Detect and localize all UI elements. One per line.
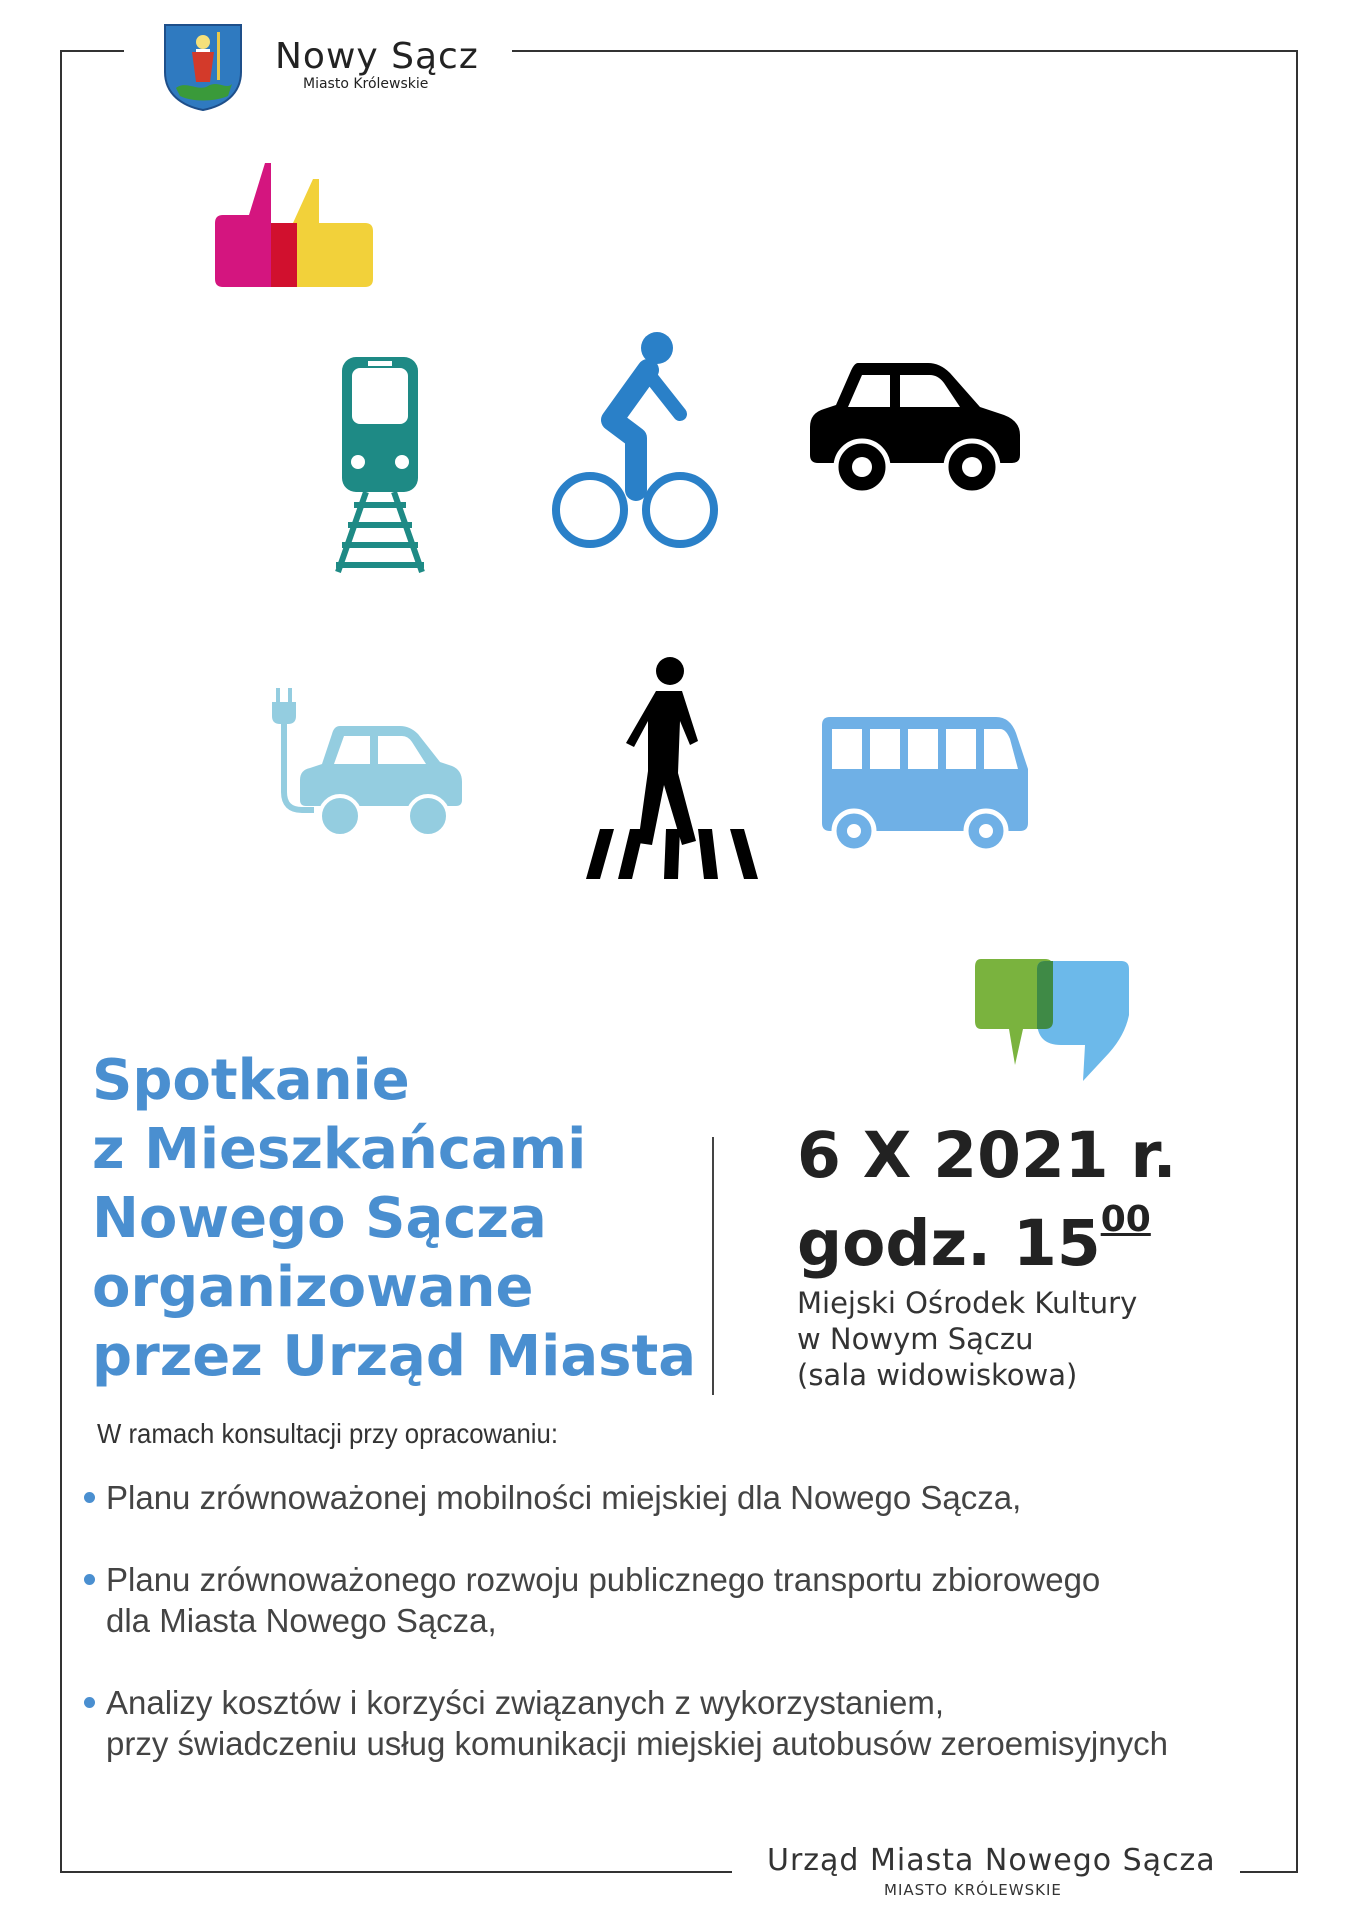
- frame-top-left: [60, 50, 124, 52]
- event-time: [797, 1194, 1151, 1282]
- car-icon: [808, 355, 1022, 503]
- time-minutes: 00: [1100, 1199, 1151, 1240]
- city-subtitle: Miasto Królewskie: [303, 76, 429, 92]
- speech-bubbles-icon: [975, 955, 1130, 1081]
- city-crest-icon: [162, 22, 244, 112]
- vertical-divider: [712, 1137, 714, 1395]
- bullet-item: [106, 1559, 1100, 1641]
- footer-subtitle: MIASTO KRÓLEWSKIE: [884, 1881, 1062, 1899]
- venue-line: (sala widowiskowa): [797, 1358, 1078, 1392]
- train-icon: [330, 352, 430, 574]
- event-title: [92, 1046, 696, 1391]
- footer-title: Urząd Miasta Nowego Sącza: [767, 1843, 1216, 1878]
- bullet-item: [106, 1477, 1021, 1518]
- venue-line: Miejski Ośrodek Kultury: [797, 1286, 1138, 1320]
- frame-bottom-left: [60, 1871, 732, 1873]
- title-line: organizowane: [92, 1255, 534, 1320]
- event-date: 6 X 2021 r.: [797, 1119, 1177, 1192]
- bullet-dot: [84, 1492, 95, 1503]
- pedestrian-crossing-icon: [586, 651, 762, 881]
- venue-line: w Nowym Sączu: [797, 1322, 1034, 1356]
- bullet-line: przy świadczeniu usług komunikacji miejskiej autobusów zeroemisyjnych: [106, 1725, 1168, 1762]
- frame-left: [60, 50, 62, 1873]
- event-venue: [797, 1285, 1137, 1393]
- bullet-line: Planu zrównoważonej mobilności miejskiej dla Nowego Sącza,: [106, 1479, 1022, 1516]
- time-prefix: godz. 15: [797, 1207, 1101, 1280]
- bullet-line: Planu zrównoważonego rozwoju publicznego transportu zbiorowego: [106, 1561, 1101, 1598]
- bullet-dot: [84, 1574, 95, 1585]
- bicycle-icon: [552, 326, 718, 564]
- consultation-logo-icon: [215, 163, 375, 291]
- frame-top-right: [512, 50, 1298, 52]
- title-line: Spotkanie: [92, 1048, 410, 1113]
- frame-bottom-right: [1240, 1871, 1298, 1873]
- bullet-line: dla Miasta Nowego Sącza,: [106, 1602, 497, 1639]
- city-name: Nowy Sącz: [275, 36, 479, 77]
- bus-icon: [820, 713, 1032, 855]
- bullet-item: [106, 1682, 1168, 1764]
- title-line: przez Urząd Miasta: [92, 1324, 697, 1389]
- consultation-intro: W ramach konsultacji przy opracowaniu:: [97, 1418, 559, 1449]
- electric-car-icon: [270, 682, 464, 848]
- title-line: Nowego Sącza: [92, 1186, 547, 1251]
- title-line: z Mieszkańcami: [92, 1117, 587, 1182]
- bullet-line: Analizy kosztów i korzyści związanych z wykorzystaniem,: [106, 1684, 945, 1721]
- bullet-dot: [84, 1697, 95, 1708]
- frame-right: [1296, 50, 1298, 1873]
